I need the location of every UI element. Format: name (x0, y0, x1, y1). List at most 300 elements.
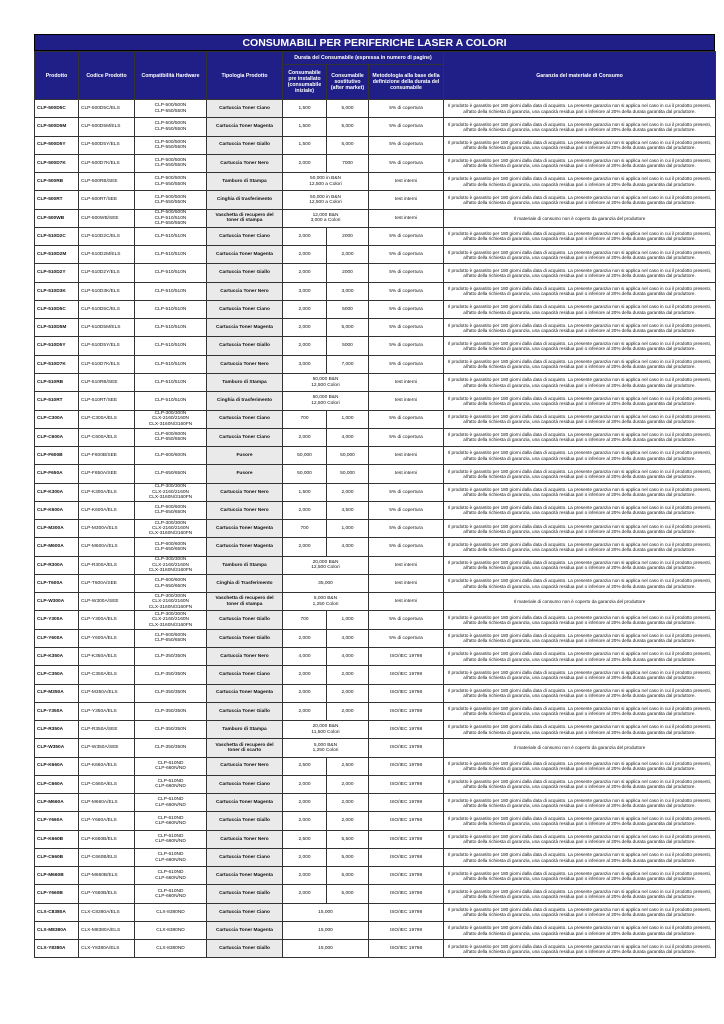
cell-prodotto: CLP-M600A (35, 538, 79, 556)
cell-tipologia: Cartuccia Toner Nero (207, 282, 283, 300)
cell-prodotto: CLP-Y600A (35, 629, 79, 647)
cell-metodologia: 5% di copertura (369, 337, 444, 355)
cell-metodologia: 5% di copertura (369, 428, 444, 446)
cell-compatibilita: CLP-300/300N CLX-2160/2160N CLX-3160N/3160FN (135, 611, 207, 629)
cell-compatibilita: CLP-300/300N CLX-2160/2160N CLX-3160N/3160FN (135, 410, 207, 428)
cell-preinstallato: 2,000 (283, 428, 327, 446)
cell-sostitutivo: 2,000 (327, 702, 369, 720)
cell-tipologia: Cartuccia Toner Magenta (207, 794, 283, 812)
table-row (35, 702, 716, 720)
cell-compatibilita: CLP-300/300N CLX-2160/2160N CLX-3160N/3160FN (135, 520, 207, 538)
cell-metodologia: 5% di copertura (369, 483, 444, 501)
cell-garanzia: Il prodotto è garantito per 180 giorni dalla data di acquisto. La presente garanzia non si applica nel caso in cui il prodotto presenti, all'atto della richiesta di garanzia, una capacità residua pari o inferiore al 20% della durata garantita dal produttore. (444, 246, 716, 264)
cell-preinstallato: 2,000 (283, 666, 327, 684)
cell-compatibilita: CLP-600/600N CLP-650/650N (135, 538, 207, 556)
cell-compatibilita: CLP-350/350N (135, 721, 207, 739)
cell-codice: CLP-500D7K/ELS (79, 154, 135, 172)
cell-preinstallato: 1,500 (283, 136, 327, 154)
cell-prodotto: CLP-C660A (35, 775, 79, 793)
cell-garanzia: Il prodotto è garantito per 180 giorni dalla data di acquisto. La presente garanzia non si applica nel caso in cui il prodotto presenti, all'atto della richiesta di garanzia, una capacità residua pari o inferiore al 20% della durata garantita dal produttore. (444, 410, 716, 428)
cell-tipologia: Cinghia di Trasferimento (207, 574, 283, 592)
cell-garanzia: Il prodotto è garantito per 180 giorni dalla data di acquisto. La presente garanzia non si applica nel caso in cui il prodotto presenti, all'atto della richiesta di garanzia, una capacità residua pari o inferiore al 20% della durata garantita dal produttore. (444, 556, 716, 574)
cell-codice: CLP-M660A/ELS (79, 794, 135, 812)
cell-sostitutivo: 5000 (327, 300, 369, 318)
cell-codice: CLP-W350A/SEE (79, 739, 135, 757)
cell-tipologia: Cartuccia Toner Giallo (207, 611, 283, 629)
cell-tipologia: Tamburo di Stampa (207, 556, 283, 574)
table-row (35, 428, 716, 446)
cell-prodotto: CLP-M660B (35, 867, 79, 885)
cell-tipologia: Cartuccia Toner Ciano (207, 848, 283, 866)
cell-compatibilita: CLP-600/600N CLP-650/650N (135, 501, 207, 519)
cell-durata-combined: 12,000 B&N 3,000 a Colori (283, 209, 369, 227)
cell-codice: CLP-500D5Y/ELS (79, 136, 135, 154)
cell-garanzia: Il prodotto è garantito per 180 giorni dalla data di acquisto. La presente garanzia non si applica nel caso in cui il prodotto presenti, all'atto della richiesta di garanzia, una capacità residua pari o inferiore al 20% della durata garantita dal produttore. (444, 136, 716, 154)
cell-prodotto: CLP-Y660B (35, 885, 79, 903)
cell-prodotto: CLP-M660A (35, 794, 79, 812)
cell-sostitutivo: 5,000 (327, 885, 369, 903)
cell-sostitutivo: 5,000 (327, 867, 369, 885)
cell-tipologia: Cinghia di trasferimento (207, 191, 283, 209)
cell-durata-combined: 20,000 B&N 11,500 Colori (283, 721, 369, 739)
cell-tipologia: Cartuccia Toner Giallo (207, 337, 283, 355)
cell-codice: CLP-K660B/ELS (79, 830, 135, 848)
cell-codice: CLP-M300A/ELS (79, 520, 135, 538)
cell-garanzia: Il materiale di consumo non è coperto da garanzia del produttore (444, 593, 716, 611)
cell-metodologia: ISO/IEC 19798 (369, 794, 444, 812)
cell-codice: CLP-M350A/ELS (79, 684, 135, 702)
cell-codice: CLP-500D5C/ELS (79, 100, 135, 118)
cell-metodologia: ISO/IEC 19798 (369, 757, 444, 775)
cell-garanzia: Il prodotto è garantito per 180 giorni dalla data di acquisto. La presente garanzia non si applica nel caso in cui il prodotto presenti, all'atto della richiesta di garanzia, una capacità residua pari o inferiore al 20% della durata garantita dal produttore. (444, 373, 716, 391)
cell-prodotto: CLP-F650A (35, 465, 79, 483)
cell-garanzia: Il prodotto è garantito per 180 giorni dalla data di acquisto. La presente garanzia non si applica nel caso in cui il prodotto presenti, all'atto della richiesta di garanzia, una capacità residua pari o inferiore al 20% della durata garantita dal produttore. (444, 501, 716, 519)
cell-garanzia: Il prodotto è garantito per 180 giorni dalla data di acquisto. La presente garanzia non si applica nel caso in cui il prodotto presenti, all'atto della richiesta di garanzia, una capacità residua pari o inferiore al 20% della durata garantita dal produttore. (444, 684, 716, 702)
cell-codice: CLP-M660B/ELS (79, 867, 135, 885)
cell-tipologia: Cartuccia Toner Ciano (207, 227, 283, 245)
cell-compatibilita: CLP-350/350N (135, 666, 207, 684)
cell-preinstallato: 50,000 (283, 465, 327, 483)
cell-prodotto: CLP-F600B (35, 447, 79, 465)
cell-compatibilita: CLP-350/350N (135, 739, 207, 757)
cell-sostitutivo: 50,000 (327, 447, 369, 465)
table-row (35, 501, 716, 519)
cell-codice: CLP-Y600A/ELS (79, 629, 135, 647)
cell-prodotto: CLP-510D5M (35, 319, 79, 337)
cell-tipologia: Cartuccia Toner Ciano (207, 666, 283, 684)
cell-tipologia: Cartuccia Toner Ciano (207, 428, 283, 446)
cell-codice: CLP-510D7K/ELS (79, 355, 135, 373)
cell-compatibilita: CLP-600/600N CLP-650/650N (135, 629, 207, 647)
cell-tipologia: Cartuccia Toner Magenta (207, 319, 283, 337)
cell-compatibilita: CLP-500/500N CLP-550/550N (135, 100, 207, 118)
table-row (35, 867, 716, 885)
cell-compatibilita: CLP-300/300N CLX-2160/2160N CLX-3160N/3160FN (135, 483, 207, 501)
cell-metodologia: test interni (369, 191, 444, 209)
cell-prodotto: CLP-500D5C (35, 100, 79, 118)
cell-tipologia: Vaschetta di recupero del toner di stampa (207, 209, 283, 227)
cell-garanzia: Il prodotto è garantito per 180 giorni dalla data di acquisto. La presente garanzia non si applica nel caso in cui il prodotto presenti, all'atto della richiesta di garanzia, una capacità residua pari o inferiore al 20% della durata garantita dal produttore. (444, 921, 716, 939)
cell-compatibilita: CLP-510/510N (135, 264, 207, 282)
table-body (35, 100, 716, 958)
cell-compatibilita: CLP-610ND CLP-660N/ND (135, 775, 207, 793)
table-row (35, 465, 716, 483)
cell-metodologia: test interni (369, 447, 444, 465)
cell-tipologia: Cartuccia Toner Ciano (207, 100, 283, 118)
cell-codice: CLX-M8380A/ELS (79, 921, 135, 939)
cell-metodologia: ISO/IEC 19798 (369, 666, 444, 684)
table-row (35, 118, 716, 136)
cell-metodologia: 5% di copertura (369, 136, 444, 154)
table-row (35, 848, 716, 866)
cell-codice: CLP-K300A/ELS (79, 483, 135, 501)
cell-prodotto: CLP-510D2Y (35, 264, 79, 282)
cell-prodotto: CLP-K350A (35, 647, 79, 665)
cell-prodotto: CLP-M350A (35, 684, 79, 702)
cell-garanzia: Il prodotto è garantito per 180 giorni dalla data di acquisto. La presente garanzia non si applica nel caso in cui il prodotto presenti, all'atto della richiesta di garanzia, una capacità residua pari o inferiore al 20% della durata garantita dal produttore. (444, 227, 716, 245)
cell-sostitutivo: 2,500 (327, 757, 369, 775)
cell-codice: CLP-500RB/SEE (79, 173, 135, 191)
cell-prodotto: CLP-510RB (35, 373, 79, 391)
col-header-durata-group: Durata del Consumabile (espressa in numero di pagine) (283, 52, 444, 65)
cell-compatibilita: CLP-610ND CLP-660N/ND (135, 867, 207, 885)
cell-sostitutivo: 2000 (327, 227, 369, 245)
cell-compatibilita: CLP-500/500N CLP-550/550N (135, 191, 207, 209)
cell-codice: CLP-510RB/SEE (79, 373, 135, 391)
cell-garanzia: Il prodotto è garantito per 180 giorni dalla data di acquisto. La presente garanzia non si applica nel caso in cui il prodotto presenti, all'atto della richiesta di garanzia, una capacità residua pari o inferiore al 20% della durata garantita dal produttore. (444, 191, 716, 209)
col-header-garanzia: Garanzia del materiale di Consumo (444, 52, 716, 100)
cell-durata-combined: 50,000 in B&N 12,500 a Colori (283, 173, 369, 191)
table-row (35, 903, 716, 921)
cell-metodologia: test interni (369, 373, 444, 391)
cell-tipologia: Cartuccia Toner Giallo (207, 812, 283, 830)
cell-compatibilita: CLP-510/510N (135, 282, 207, 300)
table-row (35, 100, 716, 118)
cell-prodotto: CLP-500RB (35, 173, 79, 191)
cell-compatibilita: CLP-510/510N (135, 227, 207, 245)
cell-garanzia: Il prodotto è garantito per 180 giorni dalla data di acquisto. La presente garanzia non si applica nel caso in cui il prodotto presenti, all'atto della richiesta di garanzia, una capacità residua pari o inferiore al 20% della durata garantita dal produttore. (444, 538, 716, 556)
cell-garanzia: Il prodotto è garantito per 180 giorni dalla data di acquisto. La presente garanzia non si applica nel caso in cui il prodotto presenti, all'atto della richiesta di garanzia, una capacità residua pari o inferiore al 20% della durata garantita dal produttore. (444, 647, 716, 665)
cell-metodologia: 5% di copertura (369, 100, 444, 118)
cell-codice: CLP-Y350A/ELS (79, 702, 135, 720)
table-row (35, 300, 716, 318)
cell-tipologia: Fusore (207, 447, 283, 465)
cell-tipologia: Cartuccia Toner Nero (207, 647, 283, 665)
cell-prodotto: CLP-C300A (35, 410, 79, 428)
cell-durata-combined: 15,000 (283, 903, 369, 921)
cell-prodotto: CLP-510D2M (35, 246, 79, 264)
cell-sostitutivo: 5,000 (327, 118, 369, 136)
cell-codice: CLP-Y300A/ELS (79, 611, 135, 629)
cell-compatibilita: CLP-500/500N CLP-550/550N (135, 136, 207, 154)
table-row (35, 629, 716, 647)
cell-prodotto: CLP-R350A (35, 721, 79, 739)
cell-preinstallato: 3,000 (283, 355, 327, 373)
cell-tipologia: Cartuccia Toner Giallo (207, 885, 283, 903)
page-title: CONSUMABILI PER PERIFERICHE LASER A COLORI (34, 34, 715, 51)
cell-compatibilita: CLP-510/510N (135, 337, 207, 355)
cell-prodotto: CLP-510D5Y (35, 337, 79, 355)
cell-durata-combined: 20,000 B&N 12,500 Colori (283, 556, 369, 574)
cell-garanzia: Il prodotto è garantito per 180 giorni dalla data di acquisto. La presente garanzia non si applica nel caso in cui il prodotto presenti, all'atto della richiesta di garanzia, una capacità residua pari o inferiore al 20% della durata garantita dal produttore. (444, 611, 716, 629)
cell-preinstallato: 2,000 (283, 300, 327, 318)
cell-garanzia: Il prodotto è garantito per 180 giorni dalla data di acquisto. La presente garanzia non si applica nel caso in cui il prodotto presenti, all'atto della richiesta di garanzia, una capacità residua pari o inferiore al 20% della durata garantita dal produttore. (444, 173, 716, 191)
cell-metodologia: ISO/IEC 19798 (369, 921, 444, 939)
cell-metodologia: ISO/IEC 19798 (369, 867, 444, 885)
col-header-tipologia: Tipologia Prodotto (207, 52, 283, 100)
table-row (35, 921, 716, 939)
cell-metodologia: 5% di copertura (369, 611, 444, 629)
table-row (35, 355, 716, 373)
cell-tipologia: Cartuccia Toner Nero (207, 355, 283, 373)
cell-metodologia: 5% di copertura (369, 410, 444, 428)
cell-compatibilita: CLP-350/350N (135, 647, 207, 665)
cell-garanzia: Il prodotto è garantito per 180 giorni dalla data di acquisto. La presente garanzia non si applica nel caso in cui il prodotto presenti, all'atto della richiesta di garanzia, una capacità residua pari o inferiore al 20% della durata garantita dal produttore. (444, 154, 716, 172)
cell-compatibilita: CLP-610ND CLP-660N/ND (135, 794, 207, 812)
col-header-metodologia: Metodologia alla base della definizione della durata del consumabile (369, 65, 444, 100)
cell-durata-combined: 35,000 (283, 574, 369, 592)
cell-metodologia: ISO/IEC 19798 (369, 830, 444, 848)
cell-codice: CLP-510D2Y/ELS (79, 264, 135, 282)
table-row (35, 520, 716, 538)
cell-compatibilita: CLP-600/600N CLP-650/650N (135, 428, 207, 446)
cell-compatibilita: CLP-510/510N (135, 246, 207, 264)
cell-codice: CLP-C660B/ELS (79, 848, 135, 866)
cell-codice: CLP-F600B/SEE (79, 447, 135, 465)
cell-preinstallato: 700 (283, 410, 327, 428)
cell-metodologia: test interni (369, 593, 444, 611)
cell-preinstallato: 50,000 (283, 447, 327, 465)
cell-metodologia: 5% di copertura (369, 538, 444, 556)
table-row (35, 757, 716, 775)
cell-prodotto: CLP-Y350A (35, 702, 79, 720)
cell-prodotto: CLP-510D3K (35, 282, 79, 300)
cell-preinstallato: 2,500 (283, 757, 327, 775)
cell-preinstallato: 2,000 (283, 264, 327, 282)
cell-metodologia: ISO/IEC 19798 (369, 885, 444, 903)
cell-sostitutivo: 2000 (327, 264, 369, 282)
table-row (35, 447, 716, 465)
cell-tipologia: Cartuccia Toner Magenta (207, 684, 283, 702)
table-row (35, 373, 716, 391)
cell-codice: CLP-Y660A/ELS (79, 812, 135, 830)
cell-metodologia: 5% di copertura (369, 264, 444, 282)
cell-preinstallato: 1,500 (283, 483, 327, 501)
cell-preinstallato: 2,000 (283, 702, 327, 720)
cell-compatibilita: CLP-350/350N (135, 684, 207, 702)
cell-sostitutivo: 2,000 (327, 775, 369, 793)
cell-codice: CLP-C660A/ELS (79, 775, 135, 793)
consumables-table (34, 51, 716, 958)
cell-metodologia: 5% di copertura (369, 319, 444, 337)
cell-metodologia: ISO/IEC 19798 (369, 812, 444, 830)
cell-compatibilita: CLP-350/350N (135, 702, 207, 720)
cell-tipologia: Vaschetta di recupero del toner di scarto (207, 739, 283, 757)
cell-prodotto: CLP-500D5Y (35, 136, 79, 154)
cell-prodotto: CLP-C350A (35, 666, 79, 684)
cell-sostitutivo: 50,000 (327, 465, 369, 483)
cell-metodologia: 5% di copertura (369, 227, 444, 245)
cell-prodotto: CLP-K600A (35, 501, 79, 519)
table-row (35, 812, 716, 830)
col-header-preinstallato: Consumabile pre installato (consumabile iniziale) (283, 65, 327, 100)
cell-codice: CLP-K660A/ELS (79, 757, 135, 775)
cell-garanzia: Il prodotto è garantito per 180 giorni dalla data di acquisto. La presente garanzia non si applica nel caso in cui il prodotto presenti, all'atto della richiesta di garanzia, una capacità residua pari o inferiore al 20% della durata garantita dal produttore. (444, 337, 716, 355)
table-row (35, 227, 716, 245)
cell-garanzia: Il prodotto è garantito per 180 giorni dalla data di acquisto. La presente garanzia non si applica nel caso in cui il prodotto presenti, all'atto della richiesta di garanzia, una capacità residua pari o inferiore al 20% della durata garantita dal produttore. (444, 355, 716, 373)
cell-preinstallato: 2,000 (283, 794, 327, 812)
cell-codice: CLP-510D5Y/ELS (79, 337, 135, 355)
cell-metodologia: ISO/IEC 19798 (369, 684, 444, 702)
cell-compatibilita: CLP-650/650N (135, 465, 207, 483)
cell-compatibilita: CLP-300/300N CLX-2160/2160N CLX-3160N/3160FN (135, 593, 207, 611)
table-row (35, 319, 716, 337)
cell-prodotto: CLP-T600A (35, 574, 79, 592)
table-row (35, 940, 716, 958)
cell-preinstallato: 2,000 (283, 501, 327, 519)
cell-sostitutivo: 4,000 (327, 647, 369, 665)
table-row (35, 885, 716, 903)
cell-garanzia: Il prodotto è garantito per 180 giorni dalla data di acquisto. La presente garanzia non si applica nel caso in cui il prodotto presenti, all'atto della richiesta di garanzia, una capacità residua pari o inferiore al 20% della durata garantita dal produttore. (444, 830, 716, 848)
cell-preinstallato: 700 (283, 520, 327, 538)
cell-tipologia: Cartuccia Toner Giallo (207, 629, 283, 647)
cell-tipologia: Cartuccia Toner Magenta (207, 520, 283, 538)
table-row (35, 483, 716, 501)
col-header-codice: Codice Prodotto (79, 52, 135, 100)
table-row (35, 794, 716, 812)
table-row (35, 830, 716, 848)
cell-sostitutivo: 4,000 (327, 629, 369, 647)
cell-durata-combined: 50,000 in B&N 12,500 a Colori (283, 191, 369, 209)
cell-prodotto: CLP-R300A (35, 556, 79, 574)
cell-metodologia: test interni (369, 465, 444, 483)
cell-sostitutivo: 3,000 (327, 282, 369, 300)
cell-preinstallato: 700 (283, 611, 327, 629)
cell-preinstallato: 2,000 (283, 538, 327, 556)
cell-tipologia: Cartuccia Toner Nero (207, 830, 283, 848)
table-row (35, 136, 716, 154)
cell-prodotto: CLP-K660A (35, 757, 79, 775)
cell-compatibilita: CLP-510/510N (135, 373, 207, 391)
cell-preinstallato: 4,000 (283, 647, 327, 665)
table-row (35, 264, 716, 282)
cell-tipologia: Cinghia di trasferimento (207, 392, 283, 410)
cell-compatibilita: CLP-510/510N (135, 355, 207, 373)
cell-preinstallato: 2,000 (283, 319, 327, 337)
cell-codice: CLP-Y660B/ELS (79, 885, 135, 903)
cell-preinstallato: 2,000 (283, 154, 327, 172)
cell-codice: CLP-R350A/SEE (79, 721, 135, 739)
cell-metodologia: ISO/IEC 19798 (369, 940, 444, 958)
table-row (35, 282, 716, 300)
cell-sostitutivo: 5,000 (327, 100, 369, 118)
table-header (35, 52, 716, 100)
cell-tipologia: Cartuccia Toner Ciano (207, 903, 283, 921)
table-row (35, 666, 716, 684)
cell-prodotto: CLX-Y8380A (35, 940, 79, 958)
cell-codice: CLP-510D5C/ELS (79, 300, 135, 318)
cell-prodotto: CLP-510D5C (35, 300, 79, 318)
cell-compatibilita: CLP-610ND CLP-660N/ND (135, 848, 207, 866)
cell-sostitutivo: 1,000 (327, 611, 369, 629)
cell-tipologia: Tamburo di Stampa (207, 721, 283, 739)
table-row (35, 392, 716, 410)
cell-prodotto: CLP-K300A (35, 483, 79, 501)
cell-garanzia: Il prodotto è garantito per 180 giorni dalla data di acquisto. La presente garanzia non si applica nel caso in cui il prodotto presenti, all'atto della richiesta di garanzia, una capacità residua pari o inferiore al 20% della durata garantita dal produttore. (444, 282, 716, 300)
cell-garanzia: Il prodotto è garantito per 180 giorni dalla data di acquisto. La presente garanzia non si applica nel caso in cui il prodotto presenti, all'atto della richiesta di garanzia, una capacità residua pari o inferiore al 20% della durata garantita dal produttore. (444, 940, 716, 958)
cell-metodologia: ISO/IEC 19798 (369, 903, 444, 921)
cell-garanzia: Il prodotto è garantito per 180 giorni dalla data di acquisto. La presente garanzia non si applica nel caso in cui il prodotto presenti, all'atto della richiesta di garanzia, una capacità residua pari o inferiore al 20% della durata garantita dal produttore. (444, 319, 716, 337)
cell-durata-combined: 5,000 B&N 1,250 Colori (283, 739, 369, 757)
cell-garanzia: Il prodotto è garantito per 180 giorni dalla data di acquisto. La presente garanzia non si applica nel caso in cui il prodotto presenti, all'atto della richiesta di garanzia, una capacità residua pari o inferiore al 20% della durata garantita dal produttore. (444, 794, 716, 812)
cell-compatibilita: CLP-510/510N (135, 300, 207, 318)
cell-codice: CLP-M600A/ELS (79, 538, 135, 556)
cell-prodotto: CLP-K660B (35, 830, 79, 848)
cell-metodologia: 5% di copertura (369, 300, 444, 318)
cell-codice: CLX-Y8380A/ELS (79, 940, 135, 958)
cell-preinstallato: 2,000 (283, 867, 327, 885)
cell-tipologia: Cartuccia Toner Magenta (207, 118, 283, 136)
cell-sostitutivo: 2,000 (327, 246, 369, 264)
cell-tipologia: Cartuccia Toner Ciano (207, 410, 283, 428)
table-row (35, 209, 716, 227)
cell-compatibilita: CLP-600/600N CLP-650/650N (135, 574, 207, 592)
cell-garanzia: Il prodotto è garantito per 180 giorni dalla data di acquisto. La presente garanzia non si applica nel caso in cui il prodotto presenti, all'atto della richiesta di garanzia, una capacità residua pari o inferiore al 20% della durata garantita dal produttore. (444, 629, 716, 647)
cell-codice: CLP-500WB/SEE (79, 209, 135, 227)
cell-prodotto: CLP-500D5M (35, 118, 79, 136)
cell-metodologia: 5% di copertura (369, 118, 444, 136)
cell-compatibilita: CLP-600/600N (135, 447, 207, 465)
cell-metodologia: test interni (369, 392, 444, 410)
cell-tipologia: Cartuccia Toner Nero (207, 501, 283, 519)
table-row (35, 410, 716, 428)
cell-compatibilita: CLP-510/510N (135, 392, 207, 410)
cell-prodotto: CLP-M300A (35, 520, 79, 538)
cell-prodotto: CLX-M8380A (35, 921, 79, 939)
cell-garanzia: Il prodotto è garantito per 180 giorni dalla data di acquisto. La presente garanzia non si applica nel caso in cui il prodotto presenti, all'atto della richiesta di garanzia, una capacità residua pari o inferiore al 20% della durata garantita dal produttore. (444, 447, 716, 465)
cell-preinstallato: 3,000 (283, 282, 327, 300)
cell-garanzia: Il prodotto è garantito per 180 giorni dalla data di acquisto. La presente garanzia non si applica nel caso in cui il prodotto presenti, all'atto della richiesta di garanzia, una capacità residua pari o inferiore al 20% della durata garantita dal produttore. (444, 848, 716, 866)
cell-preinstallato: 2,000 (283, 227, 327, 245)
cell-compatibilita: CLP-610ND CLP-660N/ND (135, 812, 207, 830)
cell-metodologia: 5% di copertura (369, 501, 444, 519)
cell-prodotto: CLP-C660B (35, 848, 79, 866)
table-row (35, 611, 716, 629)
cell-garanzia: Il prodotto è garantito per 180 giorni dalla data di acquisto. La presente garanzia non si applica nel caso in cui il prodotto presenti, all'atto della richiesta di garanzia, una capacità residua pari o inferiore al 20% della durata garantita dal produttore. (444, 666, 716, 684)
table-row (35, 721, 716, 739)
cell-durata-combined: 5,000 B&N 1,250 Colori (283, 593, 369, 611)
cell-tipologia: Fusore (207, 465, 283, 483)
cell-compatibilita: CLP-500/500N CLP-550/550N (135, 154, 207, 172)
cell-compatibilita: CLP-610ND CLP-660N/ND (135, 757, 207, 775)
cell-metodologia: ISO/IEC 19798 (369, 848, 444, 866)
cell-metodologia: ISO/IEC 19798 (369, 739, 444, 757)
cell-prodotto: CLP-W300A (35, 593, 79, 611)
table-row (35, 647, 716, 665)
cell-codice: CLP-510D3K/ELS (79, 282, 135, 300)
table-row (35, 246, 716, 264)
cell-garanzia: Il prodotto è garantito per 180 giorni dalla data di acquisto. La presente garanzia non si applica nel caso in cui il prodotto presenti, all'atto della richiesta di garanzia, una capacità residua pari o inferiore al 20% della durata garantita dal produttore. (444, 392, 716, 410)
table-row (35, 775, 716, 793)
cell-durata-combined: 50,000 B&N 12,500 Colori (283, 392, 369, 410)
cell-codice: CLP-F650A/SEE (79, 465, 135, 483)
cell-sostitutivo: 4,000 (327, 538, 369, 556)
cell-tipologia: Cartuccia Toner Magenta (207, 538, 283, 556)
cell-garanzia: Il prodotto è garantito per 180 giorni dalla data di acquisto. La presente garanzia non si applica nel caso in cui il prodotto presenti, all'atto della richiesta di garanzia, una capacità residua pari o inferiore al 20% della durata garantita dal produttore. (444, 885, 716, 903)
cell-prodotto: CLP-Y300A (35, 611, 79, 629)
cell-garanzia: Il prodotto è garantito per 180 giorni dalla data di acquisto. La presente garanzia non si applica nel caso in cui il prodotto presenti, all'atto della richiesta di garanzia, una capacità residua pari o inferiore al 20% della durata garantita dal produttore. (444, 300, 716, 318)
cell-preinstallato: 2,000 (283, 684, 327, 702)
